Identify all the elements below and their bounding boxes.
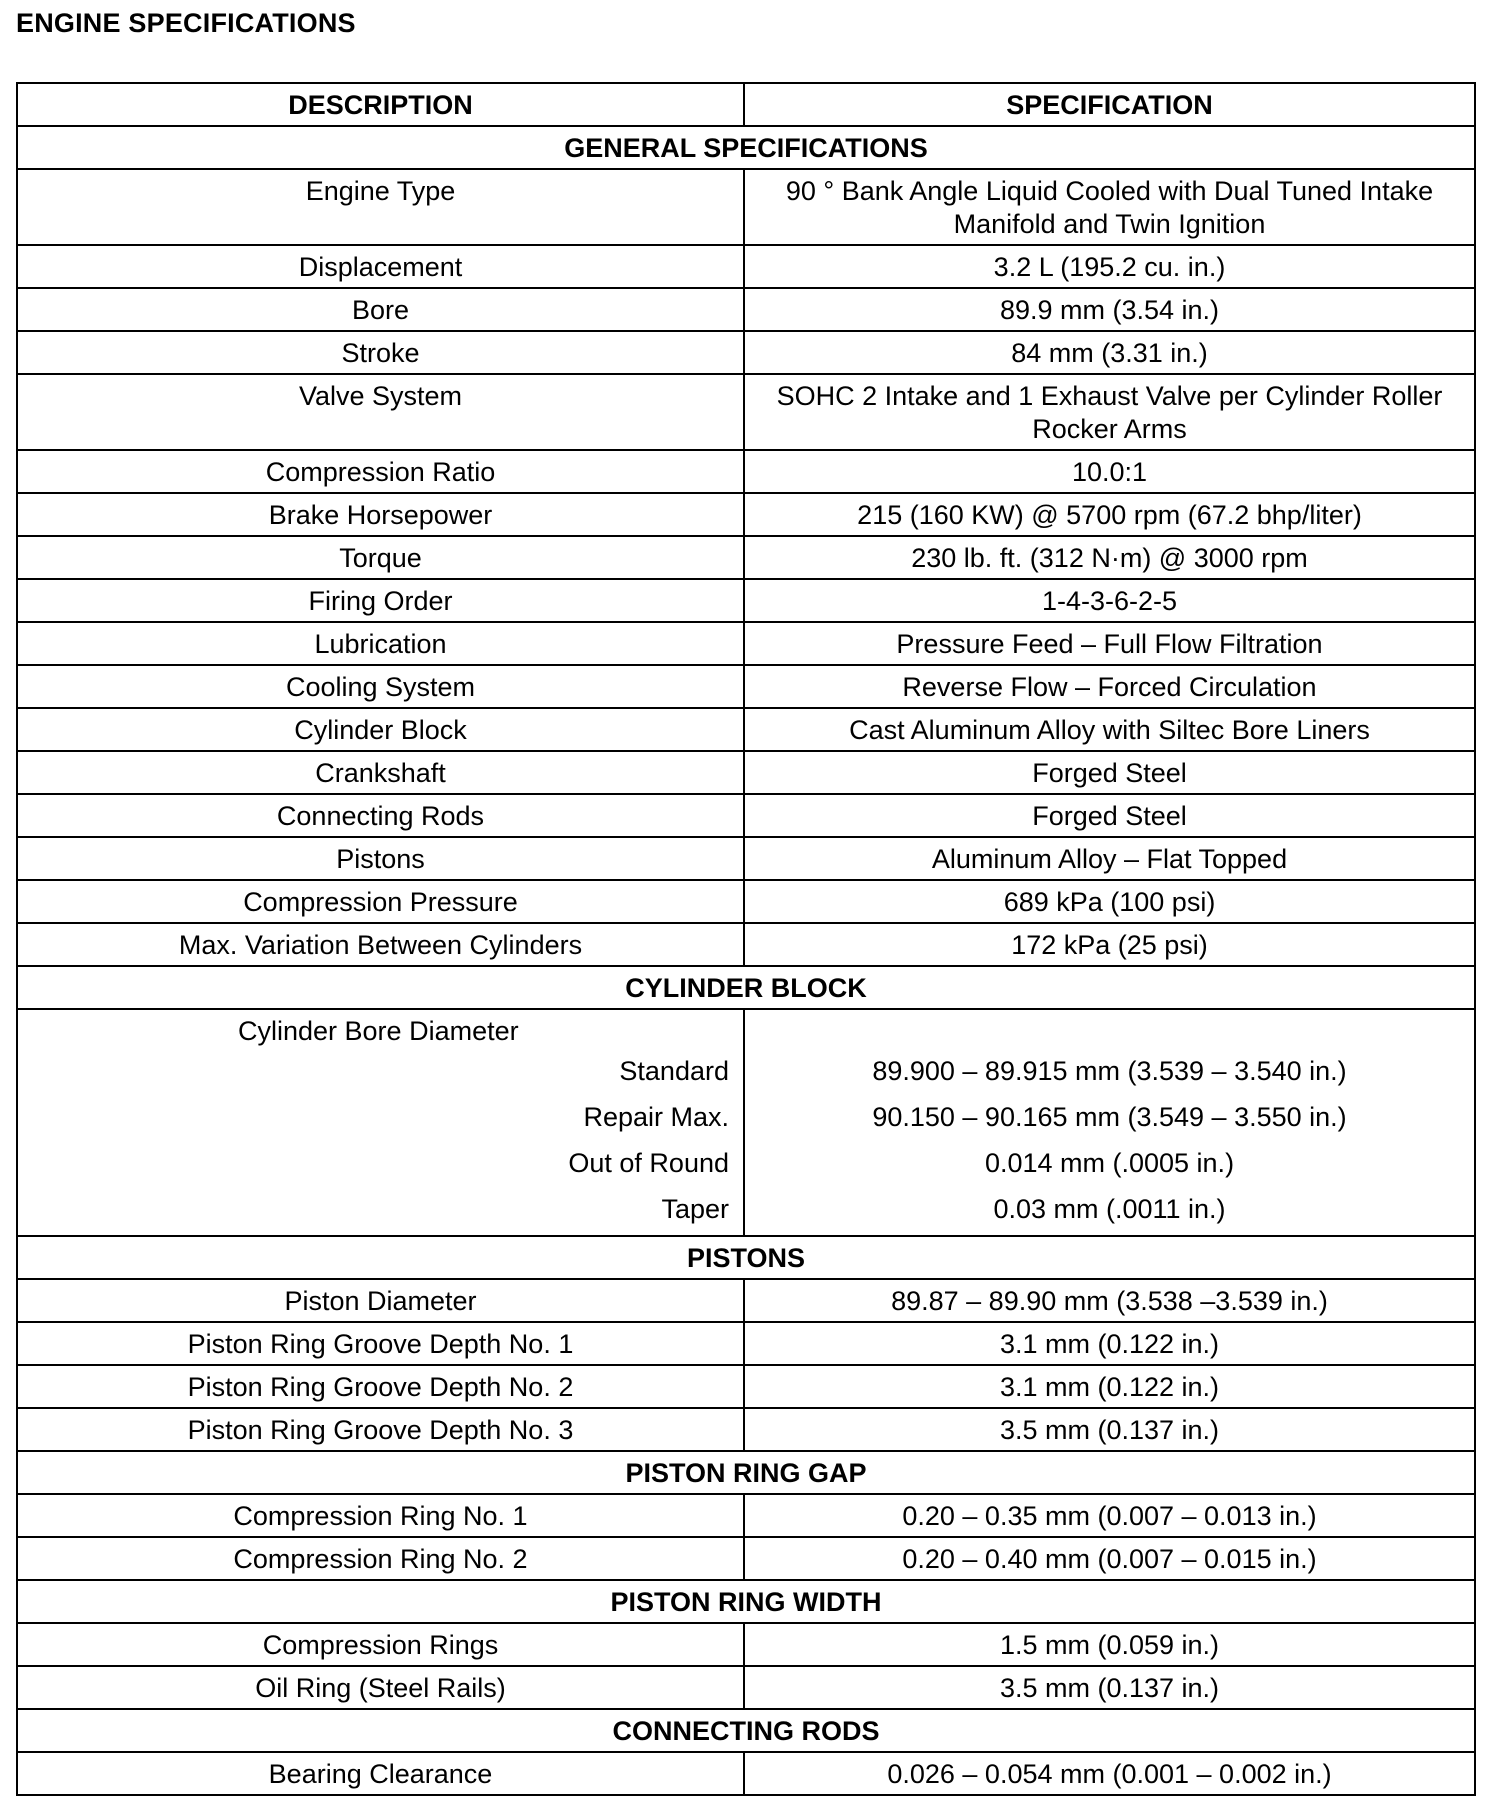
table-row [17,1322,1475,1365]
description-cell: Compression Ratio [17,450,744,493]
table-row [17,1666,1475,1709]
specification-cell: 1.5 mm (0.059 in.) [744,1623,1475,1666]
description-cell: Piston Ring Groove Depth No. 3 [17,1408,744,1451]
sub-description: Standard [619,1056,729,1086]
description-cell: Piston Ring Groove Depth No. 1 [17,1322,744,1365]
sub-specification: 0.014 mm (.0005 in.) [984,1148,1235,1178]
specification-cell: 89.87 – 89.90 mm (3.538 –3.539 in.) [744,1279,1475,1322]
sub-description: Out of Round [568,1148,729,1178]
description-cell: Bearing Clearance [17,1752,744,1795]
table-row [17,1408,1475,1451]
table-row [17,374,1475,450]
description-cell: Piston Ring Groove Depth No. 2 [17,1365,744,1408]
specification-cell: 1-4-3-6-2-5 [744,579,1475,622]
page-title: ENGINE SPECIFICATIONS [16,8,356,38]
specification-cell: 90 ° Bank Angle Liquid Cooled with Dual Tuned Intake Manifold and Twin Ignition [744,169,1475,245]
specification-cell: 0.20 – 0.35 mm (0.007 – 0.013 in.) [744,1494,1475,1537]
description-cell: Lubrication [17,622,744,665]
description-cell: Engine Type [17,169,744,245]
sub-specification: 89.900 – 89.915 mm (3.539 – 3.540 in.) [872,1056,1347,1086]
section-general-specifications: GENERAL SPECIFICATIONS [17,126,1475,169]
table-row [17,245,1475,288]
specification-cell: 172 kPa (25 psi) [744,923,1475,966]
section-row [17,1709,1475,1752]
sub-description: Repair Max. [583,1102,729,1132]
description-cell: Displacement [17,245,744,288]
table-row [17,579,1475,622]
description-cell [17,1009,744,1236]
table-row [17,1537,1475,1580]
table-row [17,450,1475,493]
specification-cell: Reverse Flow – Forced Circulation [744,665,1475,708]
section-piston-ring-width: PISTON RING WIDTH [17,1580,1475,1623]
description-cell: Pistons [17,837,744,880]
table-row [17,1365,1475,1408]
cylinder-bore-diameter-label: Cylinder Bore Diameter [238,1016,519,1046]
specification-cell: 0.20 – 0.40 mm (0.007 – 0.015 in.) [744,1537,1475,1580]
description-cell: Compression Rings [17,1623,744,1666]
specification-cell: SOHC 2 Intake and 1 Exhaust Valve per Cylinder Roller Rocker Arms [744,374,1475,450]
sub-description: Taper [661,1194,729,1224]
description-cell: Cylinder Block [17,708,744,751]
specification-cell: 84 mm (3.31 in.) [744,331,1475,374]
section-piston-ring-gap: PISTON RING GAP [17,1451,1475,1494]
sub-specification: 90.150 – 90.165 mm (3.549 – 3.550 in.) [872,1102,1347,1132]
table-row [17,536,1475,579]
description-cell: Stroke [17,331,744,374]
column-header-description: DESCRIPTION [17,83,744,126]
specification-cell [744,1009,1475,1236]
section-row [17,126,1475,169]
description-cell: Valve System [17,374,744,450]
table-row [17,622,1475,665]
specification-cell: 3.5 mm (0.137 in.) [744,1666,1475,1709]
description-cell: Compression Ring No. 1 [17,1494,744,1537]
section-row [17,1451,1475,1494]
table-row [17,1494,1475,1537]
table-row [17,708,1475,751]
section-row [17,966,1475,1009]
section-row [17,1236,1475,1279]
specification-cell: 689 kPa (100 psi) [744,880,1475,923]
table-row [17,751,1475,794]
specification-cell: 3.2 L (195.2 cu. in.) [744,245,1475,288]
description-cell: Bore [17,288,744,331]
description-cell: Brake Horsepower [17,493,744,536]
spacer [753,1015,1466,1048]
specification-cell: Aluminum Alloy – Flat Topped [744,837,1475,880]
description-cell: Firing Order [17,579,744,622]
specification-cell: 3.1 mm (0.122 in.) [744,1322,1475,1365]
table-row [17,169,1475,245]
specification-cell: 3.5 mm (0.137 in.) [744,1408,1475,1451]
header-row [17,83,1475,126]
specification-cell: Forged Steel [744,794,1475,837]
section-pistons: PISTONS [17,1236,1475,1279]
table-row [17,1009,1475,1236]
specification-cell: 3.1 mm (0.122 in.) [744,1365,1475,1408]
section-connecting-rods: CONNECTING RODS [17,1709,1475,1752]
specification-cell: 89.9 mm (3.54 in.) [744,288,1475,331]
specification-cell: 10.0:1 [744,450,1475,493]
table-row [17,1752,1475,1795]
description-cell: Connecting Rods [17,794,744,837]
description-cell: Piston Diameter [17,1279,744,1322]
column-header-specification: SPECIFICATION [744,83,1475,126]
section-row [17,1580,1475,1623]
table-row [17,1279,1475,1322]
specification-cell: 215 (160 KW) @ 5700 rpm (67.2 bhp/liter) [744,493,1475,536]
table-row [17,880,1475,923]
table-row [17,665,1475,708]
table-row [17,493,1475,536]
description-cell: Compression Pressure [17,880,744,923]
table-row [17,794,1475,837]
table-row [17,923,1475,966]
description-cell: Compression Ring No. 2 [17,1537,744,1580]
engine-spec-table [16,82,1476,1796]
description-cell: Torque [17,536,744,579]
description-cell: Oil Ring (Steel Rails) [17,1666,744,1709]
table-row [17,288,1475,331]
section-cylinder-block: CYLINDER BLOCK [17,966,1475,1009]
sub-specification: 0.03 mm (.0011 in.) [993,1194,1226,1224]
specification-cell: Pressure Feed – Full Flow Filtration [744,622,1475,665]
specification-cell: Forged Steel [744,751,1475,794]
specification-cell: 230 lb. ft. (312 N·m) @ 3000 rpm [744,536,1475,579]
table-row [17,1623,1475,1666]
description-cell: Max. Variation Between Cylinders [17,923,744,966]
description-cell: Cooling System [17,665,744,708]
description-cell: Crankshaft [17,751,744,794]
specification-cell: 0.026 – 0.054 mm (0.001 – 0.002 in.) [744,1752,1475,1795]
specification-cell: Cast Aluminum Alloy with Siltec Bore Liners [744,708,1475,751]
table-row [17,837,1475,880]
table-row [17,331,1475,374]
